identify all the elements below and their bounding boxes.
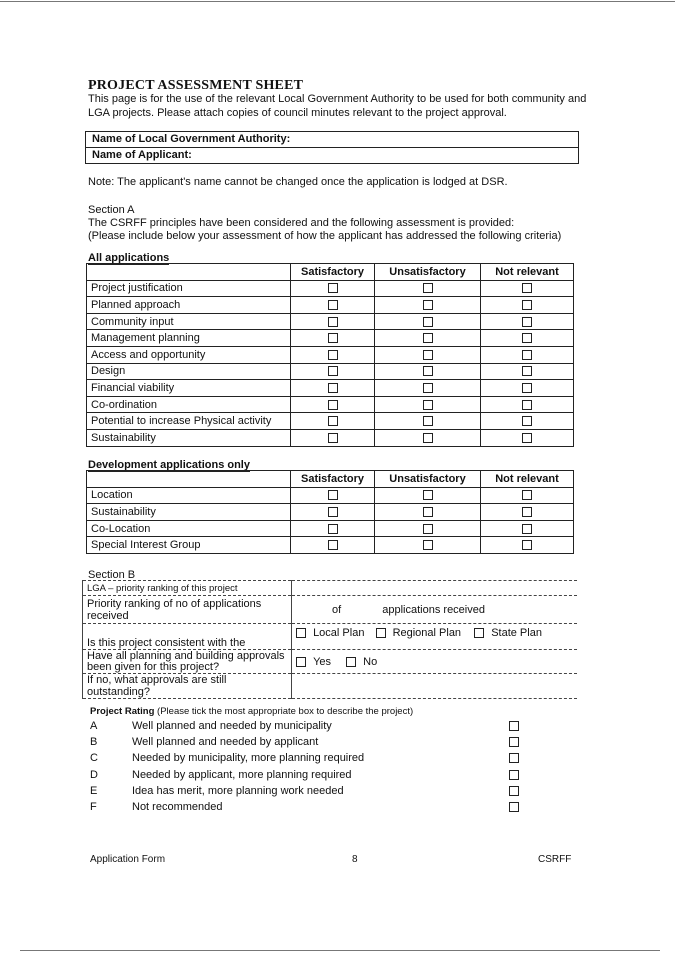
- criteria-label: Financial viability: [87, 380, 291, 397]
- yes-label: Yes: [313, 655, 332, 668]
- unsatisfactory-cell: [375, 487, 481, 504]
- intro-text: This page is for the use of the relevant Local Government Authority to be used for both community and LGA projects. Please attach copies of council minutes relevant to the project approval.: [88, 93, 587, 119]
- satisfactory-cell: [291, 313, 375, 330]
- rating-option: [90, 736, 530, 752]
- criteria-label: Special Interest Group: [87, 537, 291, 554]
- all-applications-row: [87, 346, 574, 363]
- page-title: PROJECT ASSESSMENT SHEET: [88, 78, 304, 93]
- page-number: 8: [352, 854, 358, 865]
- unsatisfactory-cell: [375, 429, 481, 446]
- not-relevant-cell: [481, 487, 574, 504]
- not-relevant-cell: [481, 537, 574, 554]
- rating-option: [90, 801, 530, 817]
- all-applications-title: All applications: [88, 252, 170, 264]
- unsatisfactory-cell: [375, 520, 481, 537]
- satisfactory-checkbox[interactable]: [328, 300, 338, 310]
- rating-instruction: (Please tick the most appropriate box to describe the project): [157, 706, 414, 717]
- satisfactory-checkbox[interactable]: [328, 283, 338, 293]
- not-relevant-header: Not relevant: [481, 471, 574, 488]
- unsatisfactory-cell: [375, 330, 481, 347]
- criteria-label: Location: [87, 487, 291, 504]
- all-applications-row: [87, 313, 574, 330]
- rating-option: [90, 752, 530, 768]
- satisfactory-checkbox[interactable]: [328, 507, 338, 517]
- of-text: of: [332, 603, 342, 616]
- lga-ranking-label: LGA – priority ranking of this project: [83, 581, 292, 596]
- all-applications-row: [87, 330, 574, 347]
- criteria-label: Co-Location: [87, 520, 291, 537]
- not-relevant-cell: [481, 297, 574, 314]
- all-applications-row: [87, 380, 574, 397]
- rating-letter: A: [90, 720, 98, 732]
- satisfactory-checkbox[interactable]: [328, 540, 338, 550]
- rating-letter: C: [90, 752, 98, 765]
- criteria-header: [87, 471, 291, 488]
- all-applications-row: [87, 413, 574, 430]
- satisfactory-cell: [291, 504, 375, 521]
- unsatisfactory-cell: [375, 413, 481, 430]
- not-relevant-checkbox[interactable]: [522, 366, 532, 376]
- unsatisfactory-checkbox[interactable]: [423, 366, 433, 376]
- not-relevant-cell: [481, 346, 574, 363]
- no-label: No: [363, 655, 378, 668]
- state-plan-checkbox[interactable]: [474, 628, 484, 638]
- not-relevant-cell: [481, 520, 574, 537]
- not-relevant-checkbox[interactable]: [522, 490, 532, 500]
- satisfactory-checkbox[interactable]: [328, 524, 338, 534]
- yes-checkbox[interactable]: [296, 657, 306, 667]
- rating-heading: [90, 706, 413, 717]
- satisfactory-cell: [291, 429, 375, 446]
- section-a: [88, 204, 561, 243]
- rating-text: Idea has merit, more planning work needed: [132, 784, 344, 797]
- unsatisfactory-cell: [375, 504, 481, 521]
- not-relevant-checkbox[interactable]: [522, 507, 532, 517]
- approvals-options: [292, 650, 578, 674]
- not-relevant-checkbox[interactable]: [522, 540, 532, 550]
- criteria-label: Management planning: [87, 330, 291, 347]
- unsatisfactory-checkbox[interactable]: [423, 317, 433, 327]
- satisfactory-checkbox[interactable]: [328, 317, 338, 327]
- unsatisfactory-cell: [375, 346, 481, 363]
- satisfactory-checkbox[interactable]: [328, 350, 338, 360]
- satisfactory-checkbox[interactable]: [328, 383, 338, 393]
- satisfactory-cell: [291, 363, 375, 380]
- rating-checkbox[interactable]: [509, 802, 519, 812]
- not-relevant-checkbox[interactable]: [522, 433, 532, 443]
- satisfactory-cell: [291, 346, 375, 363]
- rating-text: Needed by applicant, more planning required: [132, 768, 352, 781]
- criteria-label: Community input: [87, 313, 291, 330]
- unsatisfactory-checkbox[interactable]: [423, 383, 433, 393]
- rating-option: [90, 720, 530, 736]
- section-a-line2: (Please include below your assessment of how the applicant has addressed the following criteria): [88, 230, 562, 242]
- not-relevant-cell: [481, 363, 574, 380]
- rating-text: Not recommended: [132, 801, 223, 813]
- rating-title: Project Rating: [90, 706, 155, 717]
- criteria-header: [87, 264, 291, 281]
- criteria-label: Potential to increase Physical activity: [87, 413, 291, 430]
- satisfactory-cell: [291, 297, 375, 314]
- lga-name-field[interactable]: Name of Local Government Authority:: [86, 132, 578, 148]
- table-header-row: [87, 471, 574, 488]
- not-relevant-checkbox[interactable]: [522, 317, 532, 327]
- unsatisfactory-cell: [375, 297, 481, 314]
- criteria-label: Co-ordination: [87, 396, 291, 413]
- rating-letter: F: [90, 801, 97, 813]
- not-relevant-header: Not relevant: [481, 264, 574, 281]
- not-relevant-checkbox[interactable]: [522, 524, 532, 534]
- priority-row: [83, 596, 578, 624]
- all-applications-row: [87, 429, 574, 446]
- priority-label: Priority ranking of no of applications received: [83, 596, 292, 624]
- unsatisfactory-checkbox[interactable]: [423, 300, 433, 310]
- all-applications-row: [87, 363, 574, 380]
- not-relevant-checkbox[interactable]: [522, 383, 532, 393]
- not-relevant-checkbox[interactable]: [522, 416, 532, 426]
- not-relevant-checkbox[interactable]: [522, 300, 532, 310]
- applicant-name-field[interactable]: Name of Applicant:: [92, 149, 192, 161]
- rating-checkbox[interactable]: [509, 770, 519, 780]
- criteria-label: Project justification: [87, 280, 291, 297]
- satisfactory-cell: [291, 487, 375, 504]
- development-applications-row: [87, 520, 574, 537]
- unsatisfactory-checkbox[interactable]: [423, 490, 433, 500]
- satisfactory-header: Satisfactory: [291, 471, 375, 488]
- unsatisfactory-checkbox[interactable]: [423, 416, 433, 426]
- outstanding-label: If no, what approvals are still outstanding?: [83, 674, 292, 699]
- unsatisfactory-checkbox[interactable]: [423, 333, 433, 343]
- all-applications-row: [87, 396, 574, 413]
- criteria-label: Design: [87, 363, 291, 380]
- consistent-row: [83, 624, 578, 650]
- rating-option: [90, 769, 530, 785]
- bottom-edge-line: [20, 950, 660, 951]
- unsatisfactory-header: Unsatisfactory: [375, 264, 481, 281]
- satisfactory-cell: [291, 280, 375, 297]
- unsatisfactory-cell: [375, 280, 481, 297]
- not-relevant-checkbox[interactable]: [522, 350, 532, 360]
- not-relevant-cell: [481, 429, 574, 446]
- rating-checkbox[interactable]: [509, 753, 519, 763]
- unsatisfactory-checkbox[interactable]: [423, 540, 433, 550]
- satisfactory-checkbox[interactable]: [328, 366, 338, 376]
- section-b-heading: Section B: [88, 569, 136, 581]
- footer-right: CSRFF: [538, 854, 572, 865]
- criteria-label: Planned approach: [87, 297, 291, 314]
- unsatisfactory-checkbox[interactable]: [423, 524, 433, 534]
- unsatisfactory-checkbox[interactable]: [423, 350, 433, 360]
- unsatisfactory-header: Unsatisfactory: [375, 471, 481, 488]
- rating-checkbox[interactable]: [509, 786, 519, 796]
- state-plan-label: State Plan: [491, 627, 542, 639]
- note-text: Note: The applicant's name cannot be changed once the application is lodged at DSR.: [88, 176, 508, 188]
- plan-options: [292, 624, 578, 650]
- consistent-label: Is this project consistent with the: [83, 624, 292, 650]
- lga-ranking-row: [83, 581, 578, 596]
- rating-letter: D: [90, 768, 98, 781]
- development-applications-row: [87, 504, 574, 521]
- development-applications-row: [87, 487, 574, 504]
- not-relevant-cell: [481, 413, 574, 430]
- rating-text: Needed by municipality, more planning required: [132, 752, 365, 765]
- rating-letter: E: [90, 784, 98, 797]
- not-relevant-checkbox[interactable]: [522, 283, 532, 293]
- satisfactory-checkbox[interactable]: [328, 490, 338, 500]
- all-applications-table: [86, 263, 574, 447]
- all-applications-row: [87, 280, 574, 297]
- applications-received-text: applications received: [382, 603, 485, 616]
- unsatisfactory-cell: [375, 313, 481, 330]
- section-b-table: [82, 580, 577, 699]
- no-checkbox[interactable]: [346, 657, 356, 667]
- table-header-row: [87, 264, 574, 281]
- criteria-label: Sustainability: [87, 429, 291, 446]
- development-applications-title: Development applications only: [88, 459, 250, 471]
- section-a-heading: Section A: [88, 204, 135, 216]
- not-relevant-cell: [481, 280, 574, 297]
- rating-checkbox[interactable]: [509, 721, 519, 731]
- satisfactory-checkbox[interactable]: [328, 416, 338, 426]
- not-relevant-cell: [481, 330, 574, 347]
- satisfactory-checkbox[interactable]: [328, 400, 338, 410]
- local-plan-label: Local Plan: [313, 627, 365, 639]
- not-relevant-cell: [481, 504, 574, 521]
- local-plan-checkbox[interactable]: [296, 628, 306, 638]
- not-relevant-cell: [481, 396, 574, 413]
- criteria-label: Sustainability: [87, 504, 291, 521]
- unsatisfactory-checkbox[interactable]: [423, 507, 433, 517]
- development-applications-row: [87, 537, 574, 554]
- rating-text: Well planned and needed by applicant: [132, 736, 319, 749]
- satisfactory-cell: [291, 413, 375, 430]
- criteria-label: Access and opportunity: [87, 346, 291, 363]
- unsatisfactory-cell: [375, 537, 481, 554]
- lga-ranking-cell[interactable]: [292, 581, 578, 596]
- outstanding-cell[interactable]: [292, 674, 578, 699]
- satisfactory-cell: [291, 330, 375, 347]
- satisfactory-cell: [291, 380, 375, 397]
- priority-cell[interactable]: [292, 596, 578, 624]
- rating-text: Well planned and needed by municipality: [132, 720, 332, 732]
- top-edge-line: [0, 1, 675, 2]
- rating-option: [90, 785, 530, 801]
- satisfactory-header: Satisfactory: [291, 264, 375, 281]
- not-relevant-checkbox[interactable]: [522, 400, 532, 410]
- unsatisfactory-checkbox[interactable]: [423, 433, 433, 443]
- satisfactory-cell: [291, 520, 375, 537]
- footer-left: Application Form: [90, 854, 166, 865]
- name-box: [85, 131, 579, 164]
- development-applications-table: [86, 470, 574, 554]
- unsatisfactory-checkbox[interactable]: [423, 400, 433, 410]
- satisfactory-cell: [291, 396, 375, 413]
- unsatisfactory-cell: [375, 363, 481, 380]
- unsatisfactory-checkbox[interactable]: [423, 283, 433, 293]
- not-relevant-checkbox[interactable]: [522, 333, 532, 343]
- not-relevant-cell: [481, 313, 574, 330]
- rating-checkbox[interactable]: [509, 737, 519, 747]
- section-a-line1: The CSRFF principles have been considered and the following assessment is provided:: [88, 217, 515, 229]
- regional-plan-checkbox[interactable]: [376, 628, 386, 638]
- outstanding-row: [83, 674, 578, 699]
- approvals-label: Have all planning and building approvals been given for this project?: [83, 650, 292, 674]
- unsatisfactory-cell: [375, 396, 481, 413]
- approvals-row: [83, 650, 578, 674]
- unsatisfactory-cell: [375, 380, 481, 397]
- regional-plan-label: Regional Plan: [392, 627, 462, 639]
- satisfactory-checkbox[interactable]: [328, 433, 338, 443]
- rating-letter: B: [90, 736, 98, 749]
- all-applications-row: [87, 297, 574, 314]
- not-relevant-cell: [481, 380, 574, 397]
- satisfactory-cell: [291, 537, 375, 554]
- satisfactory-checkbox[interactable]: [328, 333, 338, 343]
